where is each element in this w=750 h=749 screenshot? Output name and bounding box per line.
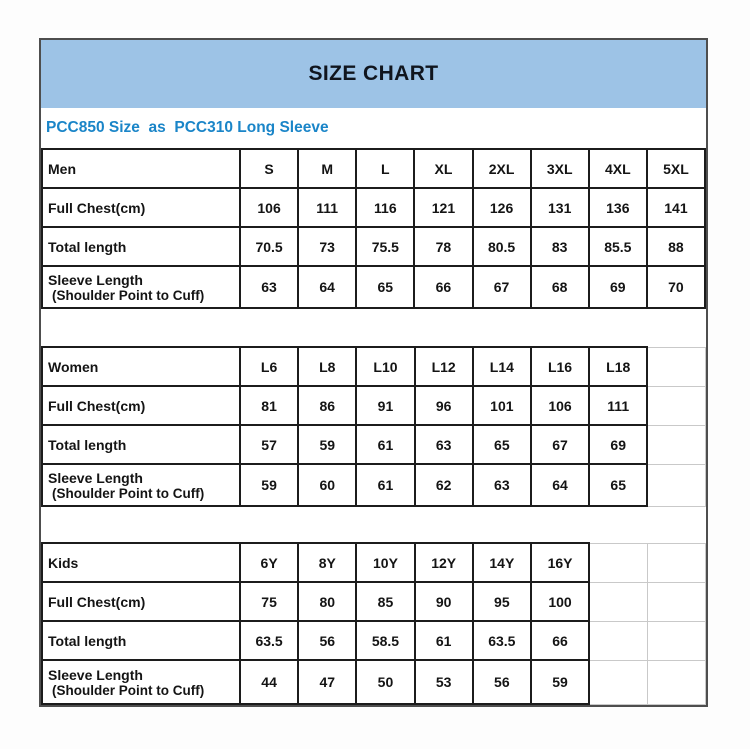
value-cell: 101 [473,386,531,425]
group-label: Kids [42,543,240,582]
title-banner [41,40,706,108]
empty-cell [589,543,647,582]
size-header: XL [414,149,472,188]
empty-cell [647,660,705,704]
value-cell: 66 [531,621,589,660]
size-header: 2XL [473,149,531,188]
value-cell: 90 [415,582,473,621]
empty-cell [589,621,647,660]
value-cell: 80 [298,582,356,621]
value-cell: 121 [414,188,472,227]
empty-cell [647,621,705,660]
row-label: Full Chest(cm) [42,582,240,621]
value-cell: 68 [531,266,589,308]
value-cell: 63 [415,425,473,464]
empty-cell [589,582,647,621]
empty-cell [647,425,705,464]
men-size-table [41,148,706,309]
row-label: Total length [42,621,240,660]
table-row [42,582,706,621]
value-cell: 85.5 [589,227,647,266]
value-cell: 131 [531,188,589,227]
size-header: L8 [298,347,356,386]
row-label: Sleeve Length (Shoulder Point to Cuff) [42,266,240,308]
row-label: Sleeve Length (Shoulder Point to Cuff) [42,464,240,506]
value-cell: 88 [647,227,705,266]
value-cell: 63.5 [240,621,298,660]
row-label: Total length [42,227,240,266]
empty-cell [647,386,705,425]
value-cell: 59 [531,660,589,704]
kids-size-table [41,542,706,705]
table-row [42,386,706,425]
group-label: Men [42,149,240,188]
value-cell: 63.5 [473,621,531,660]
table-header-row [42,149,705,188]
size-header: 6Y [240,543,298,582]
value-cell: 69 [589,266,647,308]
value-cell: 58.5 [356,621,414,660]
value-cell: 70.5 [240,227,298,266]
value-cell: 60 [298,464,356,506]
size-header: L16 [531,347,589,386]
table-header-row [42,543,706,582]
empty-cell [647,464,705,506]
size-header: L18 [589,347,647,386]
value-cell: 63 [240,266,298,308]
value-cell: 100 [531,582,589,621]
size-header: 8Y [298,543,356,582]
empty-cell [647,347,705,386]
size-header: L12 [415,347,473,386]
value-cell: 56 [473,660,531,704]
value-cell: 75.5 [356,227,414,266]
page-title: SIZE CHART [308,62,439,85]
value-cell: 126 [473,188,531,227]
value-cell: 64 [298,266,356,308]
value-cell: 44 [240,660,298,704]
value-cell: 66 [414,266,472,308]
value-cell: 111 [298,188,356,227]
size-header: L [356,149,414,188]
value-cell: 63 [473,464,531,506]
table-header-row [42,347,706,386]
value-cell: 78 [414,227,472,266]
value-cell: 86 [298,386,356,425]
size-header: 16Y [531,543,589,582]
value-cell: 64 [531,464,589,506]
kids-table [41,542,706,705]
value-cell: 69 [589,425,647,464]
size-header: 4XL [589,149,647,188]
size-header: M [298,149,356,188]
empty-cell [647,543,705,582]
value-cell: 53 [415,660,473,704]
size-header: 14Y [473,543,531,582]
size-header: S [240,149,298,188]
value-cell: 67 [531,425,589,464]
value-cell: 62 [415,464,473,506]
value-cell: 65 [356,266,414,308]
row-label: Total length [42,425,240,464]
table-gap [41,507,706,542]
value-cell: 61 [415,621,473,660]
size-header: L6 [240,347,298,386]
row-label: Full Chest(cm) [42,386,240,425]
size-header: L10 [356,347,414,386]
value-cell: 47 [298,660,356,704]
value-cell: 56 [298,621,356,660]
table-row [42,464,706,506]
value-cell: 106 [240,188,298,227]
value-cell: 75 [240,582,298,621]
value-cell: 136 [589,188,647,227]
value-cell: 80.5 [473,227,531,266]
row-label: Sleeve Length (Shoulder Point to Cuff) [42,660,240,704]
value-cell: 65 [589,464,647,506]
value-cell: 85 [356,582,414,621]
women-table [41,346,706,507]
subtitle-row [41,108,706,148]
subtitle-text: PCC850 Size as PCC310 Long Sleeve [46,119,329,136]
women-size-table [41,346,706,507]
empty-cell [589,660,647,704]
empty-cell [647,582,705,621]
size-header: L14 [473,347,531,386]
value-cell: 91 [356,386,414,425]
table-gap [41,309,706,346]
value-cell: 65 [473,425,531,464]
size-chart [39,38,708,707]
table-row [42,660,706,704]
size-header: 12Y [415,543,473,582]
table-row [42,266,705,308]
table-row [42,188,705,227]
value-cell: 70 [647,266,705,308]
size-header: 3XL [531,149,589,188]
value-cell: 106 [531,386,589,425]
value-cell: 61 [356,464,414,506]
men-table [41,148,706,309]
value-cell: 95 [473,582,531,621]
value-cell: 57 [240,425,298,464]
value-cell: 59 [298,425,356,464]
table-row [42,621,706,660]
row-label: Full Chest(cm) [42,188,240,227]
value-cell: 67 [473,266,531,308]
value-cell: 83 [531,227,589,266]
value-cell: 141 [647,188,705,227]
table-row [42,227,705,266]
group-label: Women [42,347,240,386]
value-cell: 61 [356,425,414,464]
value-cell: 111 [589,386,647,425]
size-header: 5XL [647,149,705,188]
size-header: 10Y [356,543,414,582]
value-cell: 116 [356,188,414,227]
value-cell: 81 [240,386,298,425]
value-cell: 73 [298,227,356,266]
value-cell: 96 [415,386,473,425]
value-cell: 59 [240,464,298,506]
table-row [42,425,706,464]
value-cell: 50 [356,660,414,704]
